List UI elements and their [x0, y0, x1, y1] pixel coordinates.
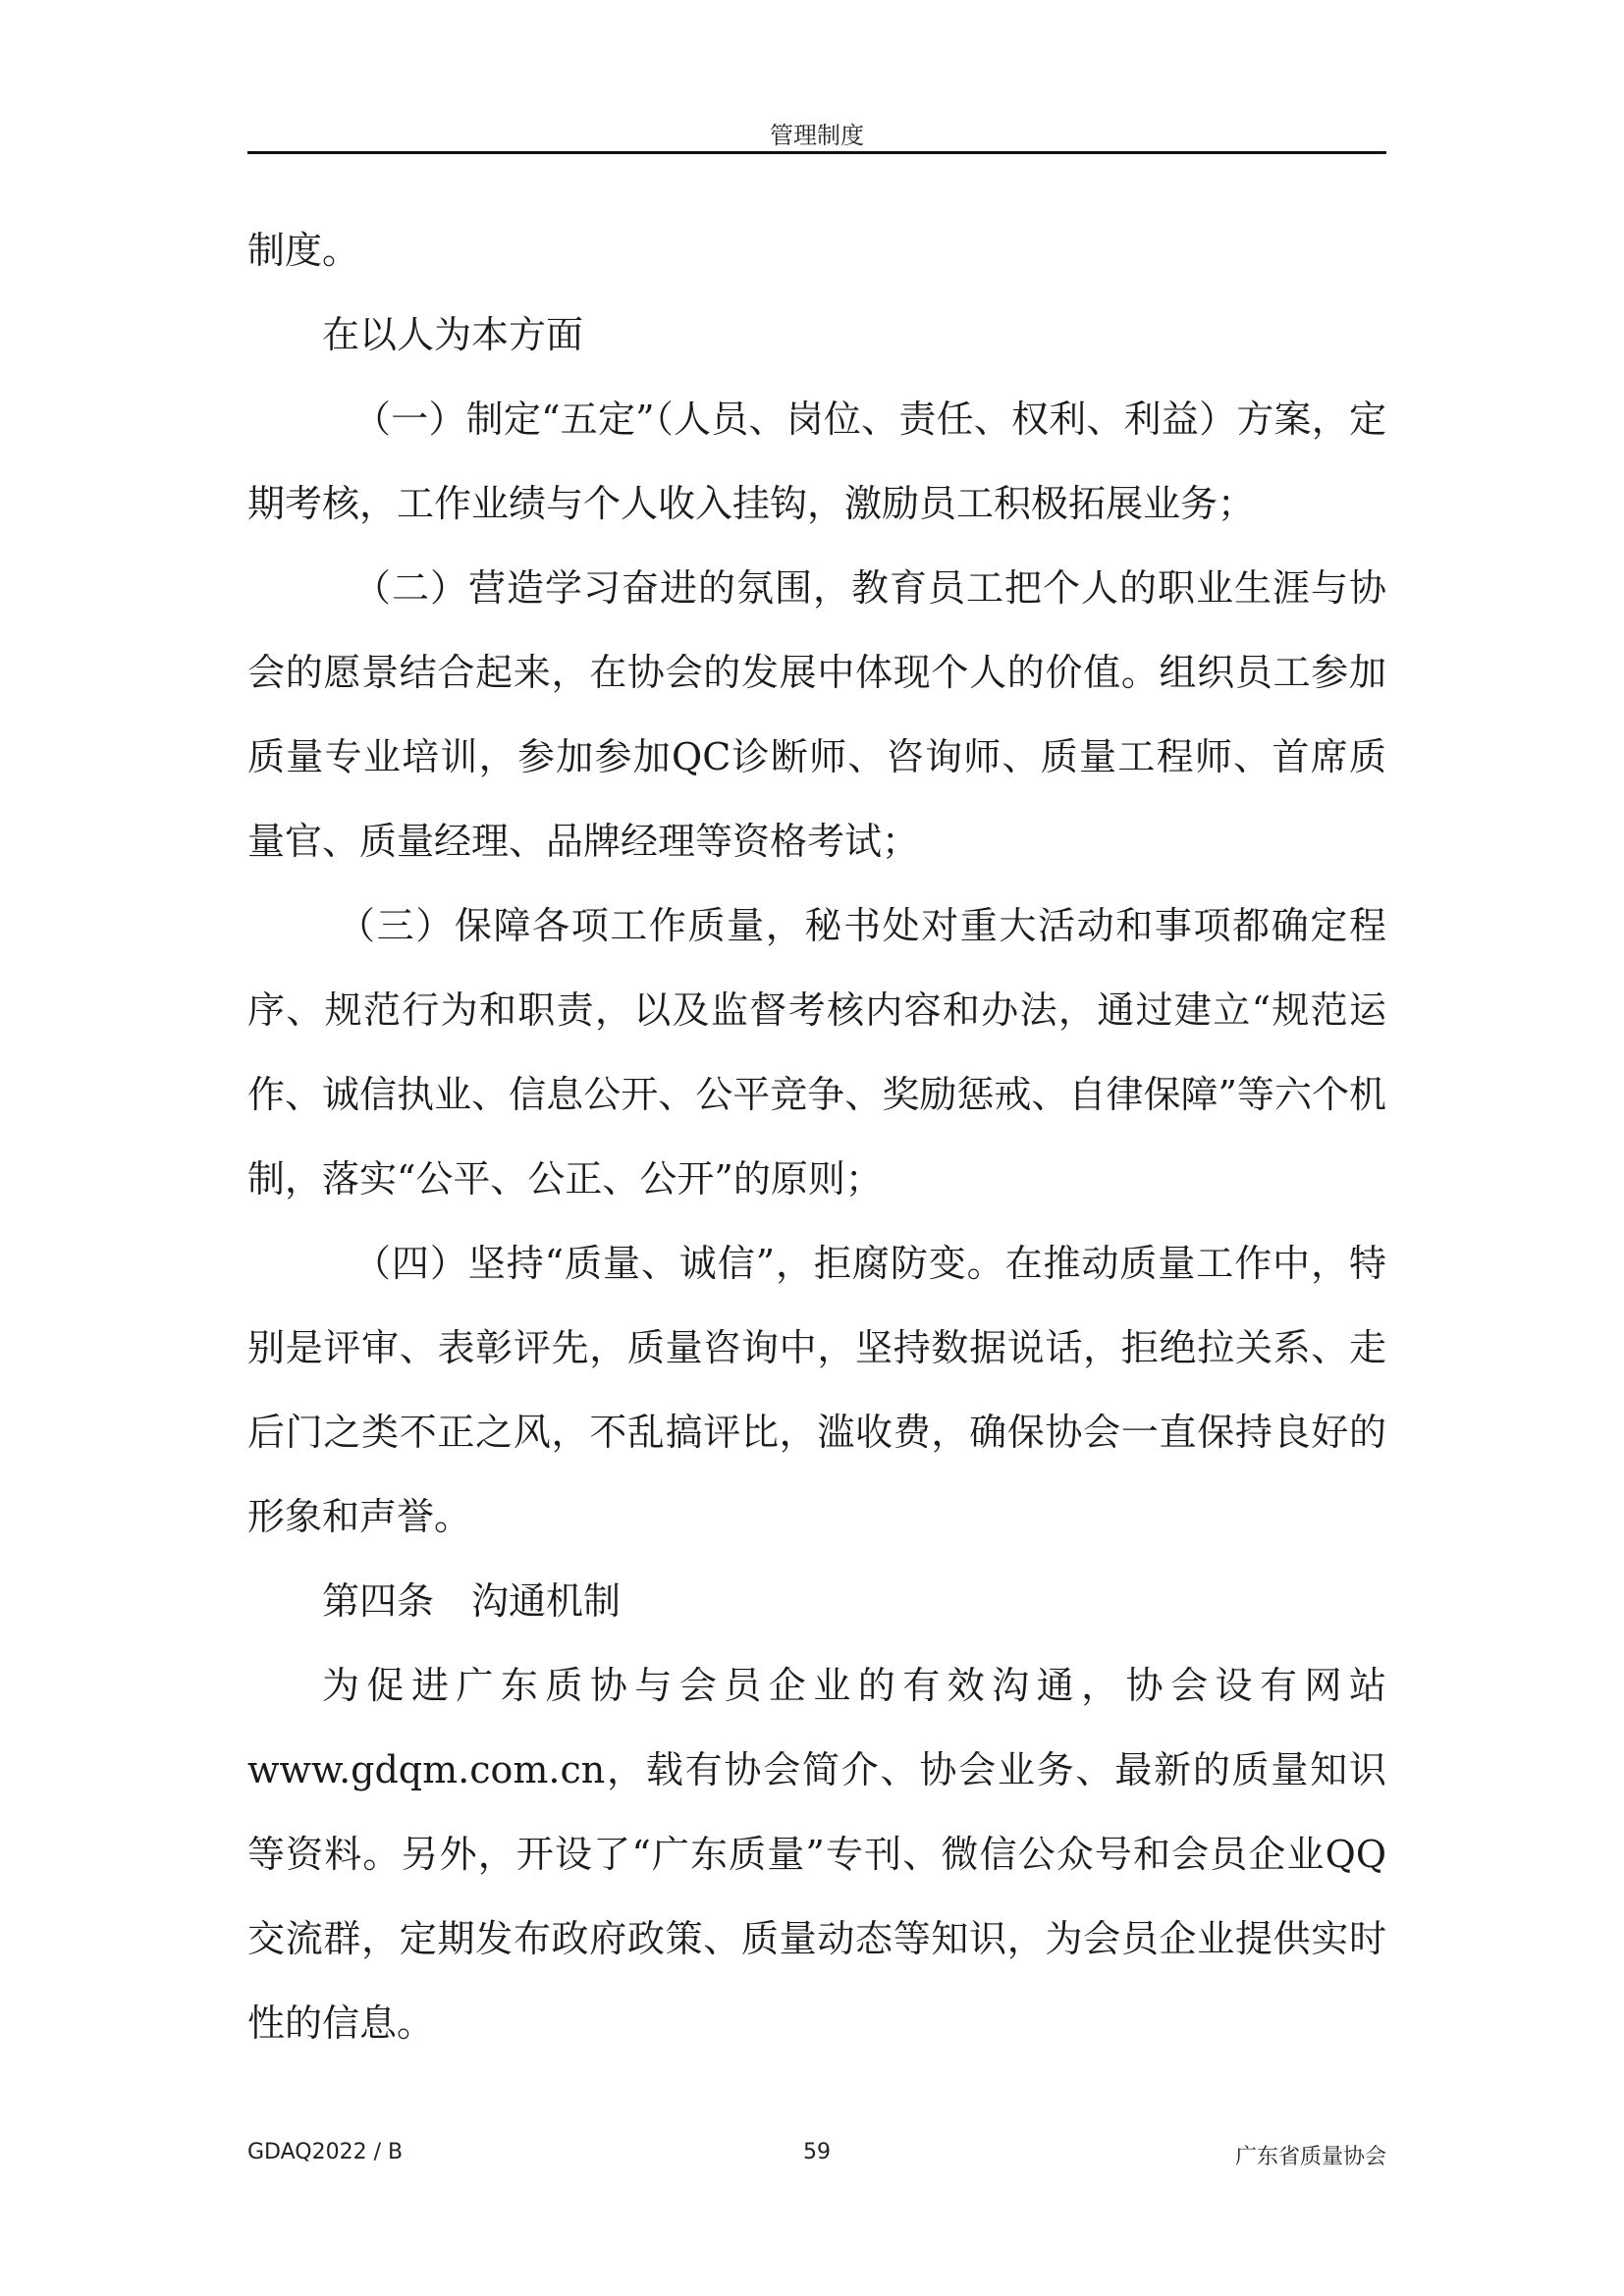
footer-doc-code: GDAQ2022 / B	[247, 2140, 404, 2164]
paragraph-communication: 为促进广东质协与会员企业的有效沟通，协会设有网站www.gdqm.com.cn，载有协会简介、协会业务、最新的质量知识等资料。另外，开设了“广东质量”专刊、微信公众号和会员企业QQ交流群，定期发布政府政策、质量动态等知识，为会员企业提供实时性的信息。	[247, 1664, 1386, 2045]
paragraph-people-oriented-heading: 在以人为本方面	[322, 313, 584, 356]
footer-page-number: 59	[803, 2140, 831, 2164]
paragraph-item-4: （四）坚持“质量、诚信”，拒腐防变。在推动质量工作中，特别是评审、表彰评先，质量咨询中，坚持数据说话，拒绝拉关系、走后门之类不正之风，不乱搞评比，滥收费，确保协会一直保持良好的形象和声誉。	[247, 1242, 1386, 1538]
paragraph-item-1: （一）制定“五定”（人员、岗位、责任、权利、利益）方案，定期考核，工作业绩与个人收入挂钩，激励员工积极拓展业务；	[247, 398, 1386, 525]
header-divider	[247, 151, 1386, 154]
page-header-title: 管理制度	[770, 122, 864, 149]
article-four-heading: 第四条 沟通机制	[322, 1579, 622, 1623]
page-footer	[247, 2140, 1386, 2179]
document-body	[247, 208, 1386, 2065]
paragraph-item-2: （二）营造学习奋进的氛围，教育员工把个人的职业生涯与协会的愿景结合起来，在协会的发展中体现个人的价值。组织员工参加质量专业培训，参加参加QC诊断师、咨询师、质量工程师、首席质量官、质量经理、品牌经理等资格考试；	[247, 566, 1386, 863]
paragraph-item-3: （三）保障各项工作质量，秘书处对重大活动和事项都确定程序、规范行为和职责，以及监督考核内容和办法，通过建立“规范运作、诚信执业、信息公开、公平竞争、奖励惩戒、自律保障”等六个机制，落实“公平、公正、公开”的原则；	[247, 904, 1386, 1201]
paragraph-continuation: 制度。	[247, 229, 360, 272]
footer-organization: 广东省质量协会	[1234, 2145, 1386, 2169]
